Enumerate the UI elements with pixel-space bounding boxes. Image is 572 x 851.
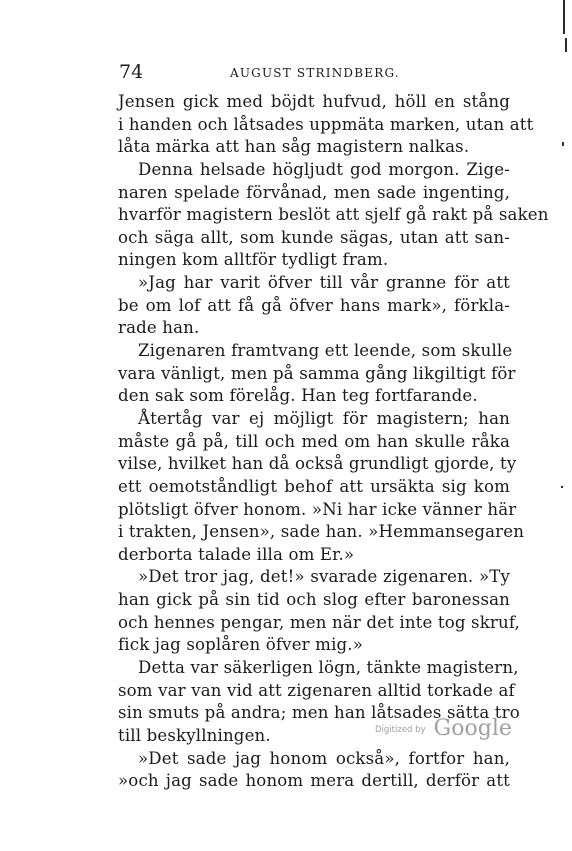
text-line: som var van vid att zigenaren alltid torkade af: [118, 680, 515, 700]
text-line: och säga allt, som kunde sägas, utan att san-: [118, 227, 510, 247]
text-line: »Det sade jag honom också», fortfor han,: [138, 748, 510, 768]
text-line: hvarför magistern beslöt att sjelf gå rakt på saken: [118, 205, 549, 225]
watermark-prefix: Digitized by: [375, 725, 426, 735]
text-line: Återtåg var ej möjligt för magistern; han: [138, 408, 510, 428]
text-line: den sak som förelåg. Han teg fortfarande.: [118, 386, 478, 406]
text-line: Denna helsade högljudt god morgon. Zige-: [138, 159, 510, 179]
text-line: han gick på sin tid och slog efter baronessan: [118, 590, 510, 610]
body-text: [118, 91, 549, 793]
text-line: i trakten, Jensen», sade han. »Hemmansegaren: [118, 522, 525, 542]
text-line: vilse, hvilket han då också grundligt gjorde, ty: [118, 454, 517, 474]
text-line: plötsligt öfver honom. »Ni har icke vänner här: [118, 499, 517, 519]
google-logo: Google: [433, 716, 512, 741]
text-line: ett oemotståndligt behof att ursäkta sig kom: [118, 476, 510, 496]
running-head: AUGUST STRINDBERG.: [230, 66, 400, 80]
digitized-by-google-watermark: [375, 716, 512, 741]
text-line: be om lof att få gå öfver hans mark», förkla-: [118, 295, 510, 315]
text-line: rade han.: [118, 318, 200, 338]
text-line: i handen och låtsades uppmäta marken, utan att: [118, 114, 534, 134]
text-line: »Jag har varit öfver till vår granne för att: [138, 273, 510, 293]
text-line: till beskyllningen.: [118, 725, 271, 745]
scan-edge-mark: [563, 0, 565, 34]
page-number: 74: [119, 61, 144, 83]
text-line: ningen kom alltför tydligt fram.: [118, 250, 389, 270]
scan-edge-mark: [562, 142, 564, 146]
text-line: Detta var säkerligen lögn, tänkte magistern,: [138, 658, 519, 678]
text-line: derborta talade illa om Er.»: [118, 544, 355, 564]
scan-edge-mark: [565, 38, 567, 52]
text-line: vara vänligt, men på samma gång likgiltigt för: [118, 363, 516, 383]
text-line: naren spelade förvånad, men sade ingenting,: [118, 182, 510, 202]
scan-edge-mark: [561, 486, 563, 488]
text-line: Zigenaren framtvang ett leende, som skulle: [138, 341, 513, 361]
text-line: Jensen gick med böjdt hufvud, höll en stång: [118, 92, 510, 111]
text-line: låta märka att han såg magistern nalkas.: [118, 137, 470, 157]
text-line: fick jag soplåren öfver mig.»: [118, 635, 364, 655]
text-line: sin smuts på andra; men han låtsades sätta tro: [118, 703, 520, 723]
text-line: och hennes pengar, men när det inte tog skruf,: [118, 612, 520, 632]
text-line: måste gå på, till och med om han skulle råka: [118, 431, 510, 451]
text-line: »Det tror jag, det!» svarade zigenaren. »Ty: [138, 567, 510, 587]
text-line: »och jag sade honom mera dertill, derför att: [118, 771, 510, 791]
